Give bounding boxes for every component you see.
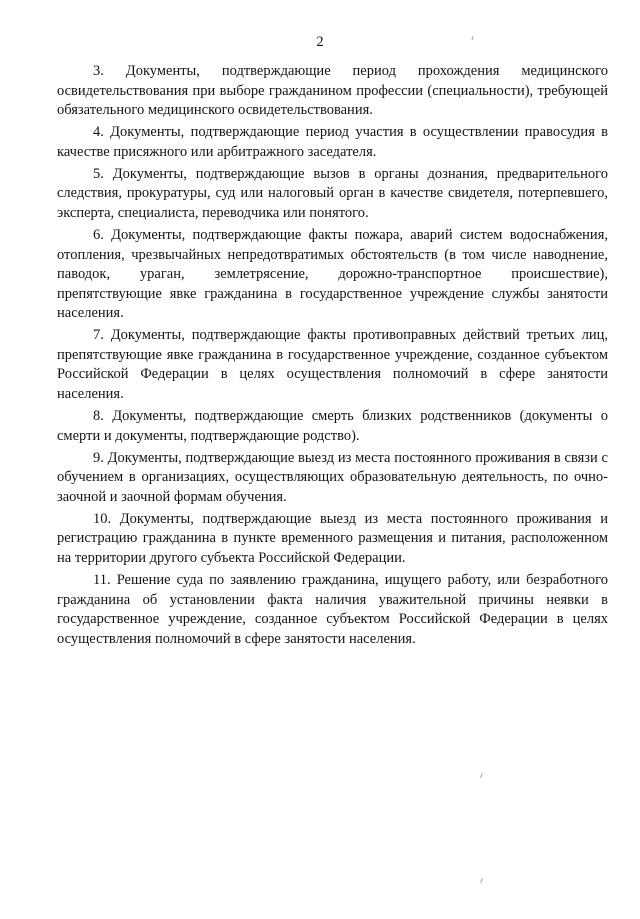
paragraph-item-11: 11. Решение суда по заявлению гражданина, ищущего работу, или безработного гражданина об установлении факта наличия уважительной причины неявки в государственное учреждение, созданное субъектом Российской Федерации в целях осуществления полномочий в сфере занятости населения. [57,571,608,647]
paragraph-item-8: 8. Документы, подтверждающие смерть близких родственников (документы о смерти и документы, подтверждающие родство). [57,408,608,444]
page-number: 2 [316,34,324,50]
paragraph-item-10: 10. Документы, подтверждающие выезд из места постоянного проживания и регистрацию гражданина в пункте временного размещения и питания, расположенном на территории другого субъекта Российской Федерации. [57,510,608,566]
document-body [57,62,608,652]
scan-speck [480,878,483,883]
paragraph-item-4: 4. Документы, подтверждающие период участия в осуществлении правосудия в качестве присяжного или арбитражного заседателя. [57,124,608,160]
paragraph-item-3: 3. Документы, подтверждающие период прохождения медицинского освидетельствования при выборе гражданином профессии (специальности), требующей обязательного медицинского освидетельствования. [57,63,608,119]
paragraph-item-7: 7. Документы, подтверждающие факты противоправных действий третьих лиц, препятствующие явке гражданина в государственное учреждение, созданное субъектом Российской Федерации в целях осуществления полномочий в сфере занятости населения. [57,327,608,403]
paragraph-item-9: 9. Документы, подтверждающие выезд из места постоянного проживания в связи с обучением в организациях, осуществляющих образовательную деятельность, по очно-заочной и заочной формам обучения. [57,449,608,505]
paragraph-item-6: 6. Документы, подтверждающие факты пожара, аварий систем водоснабжения, отопления, чрезвычайных непредотвратимых обстоятельств (в том числе наводнение, паводок, ураган, землетрясение, дорожно-транспортное происшествие), препятствующие явке гражданина в государственное учреждение службы занятости населения. [57,226,608,322]
paragraph-item-5: 5. Документы, подтверждающие вызов в органы дознания, предварительного следствия, прокуратуры, суд или налоговый орган в качестве свидетеля, потерпевшего, эксперта, специалиста, переводчика или понятого. [57,165,608,221]
scan-speck [480,773,483,778]
